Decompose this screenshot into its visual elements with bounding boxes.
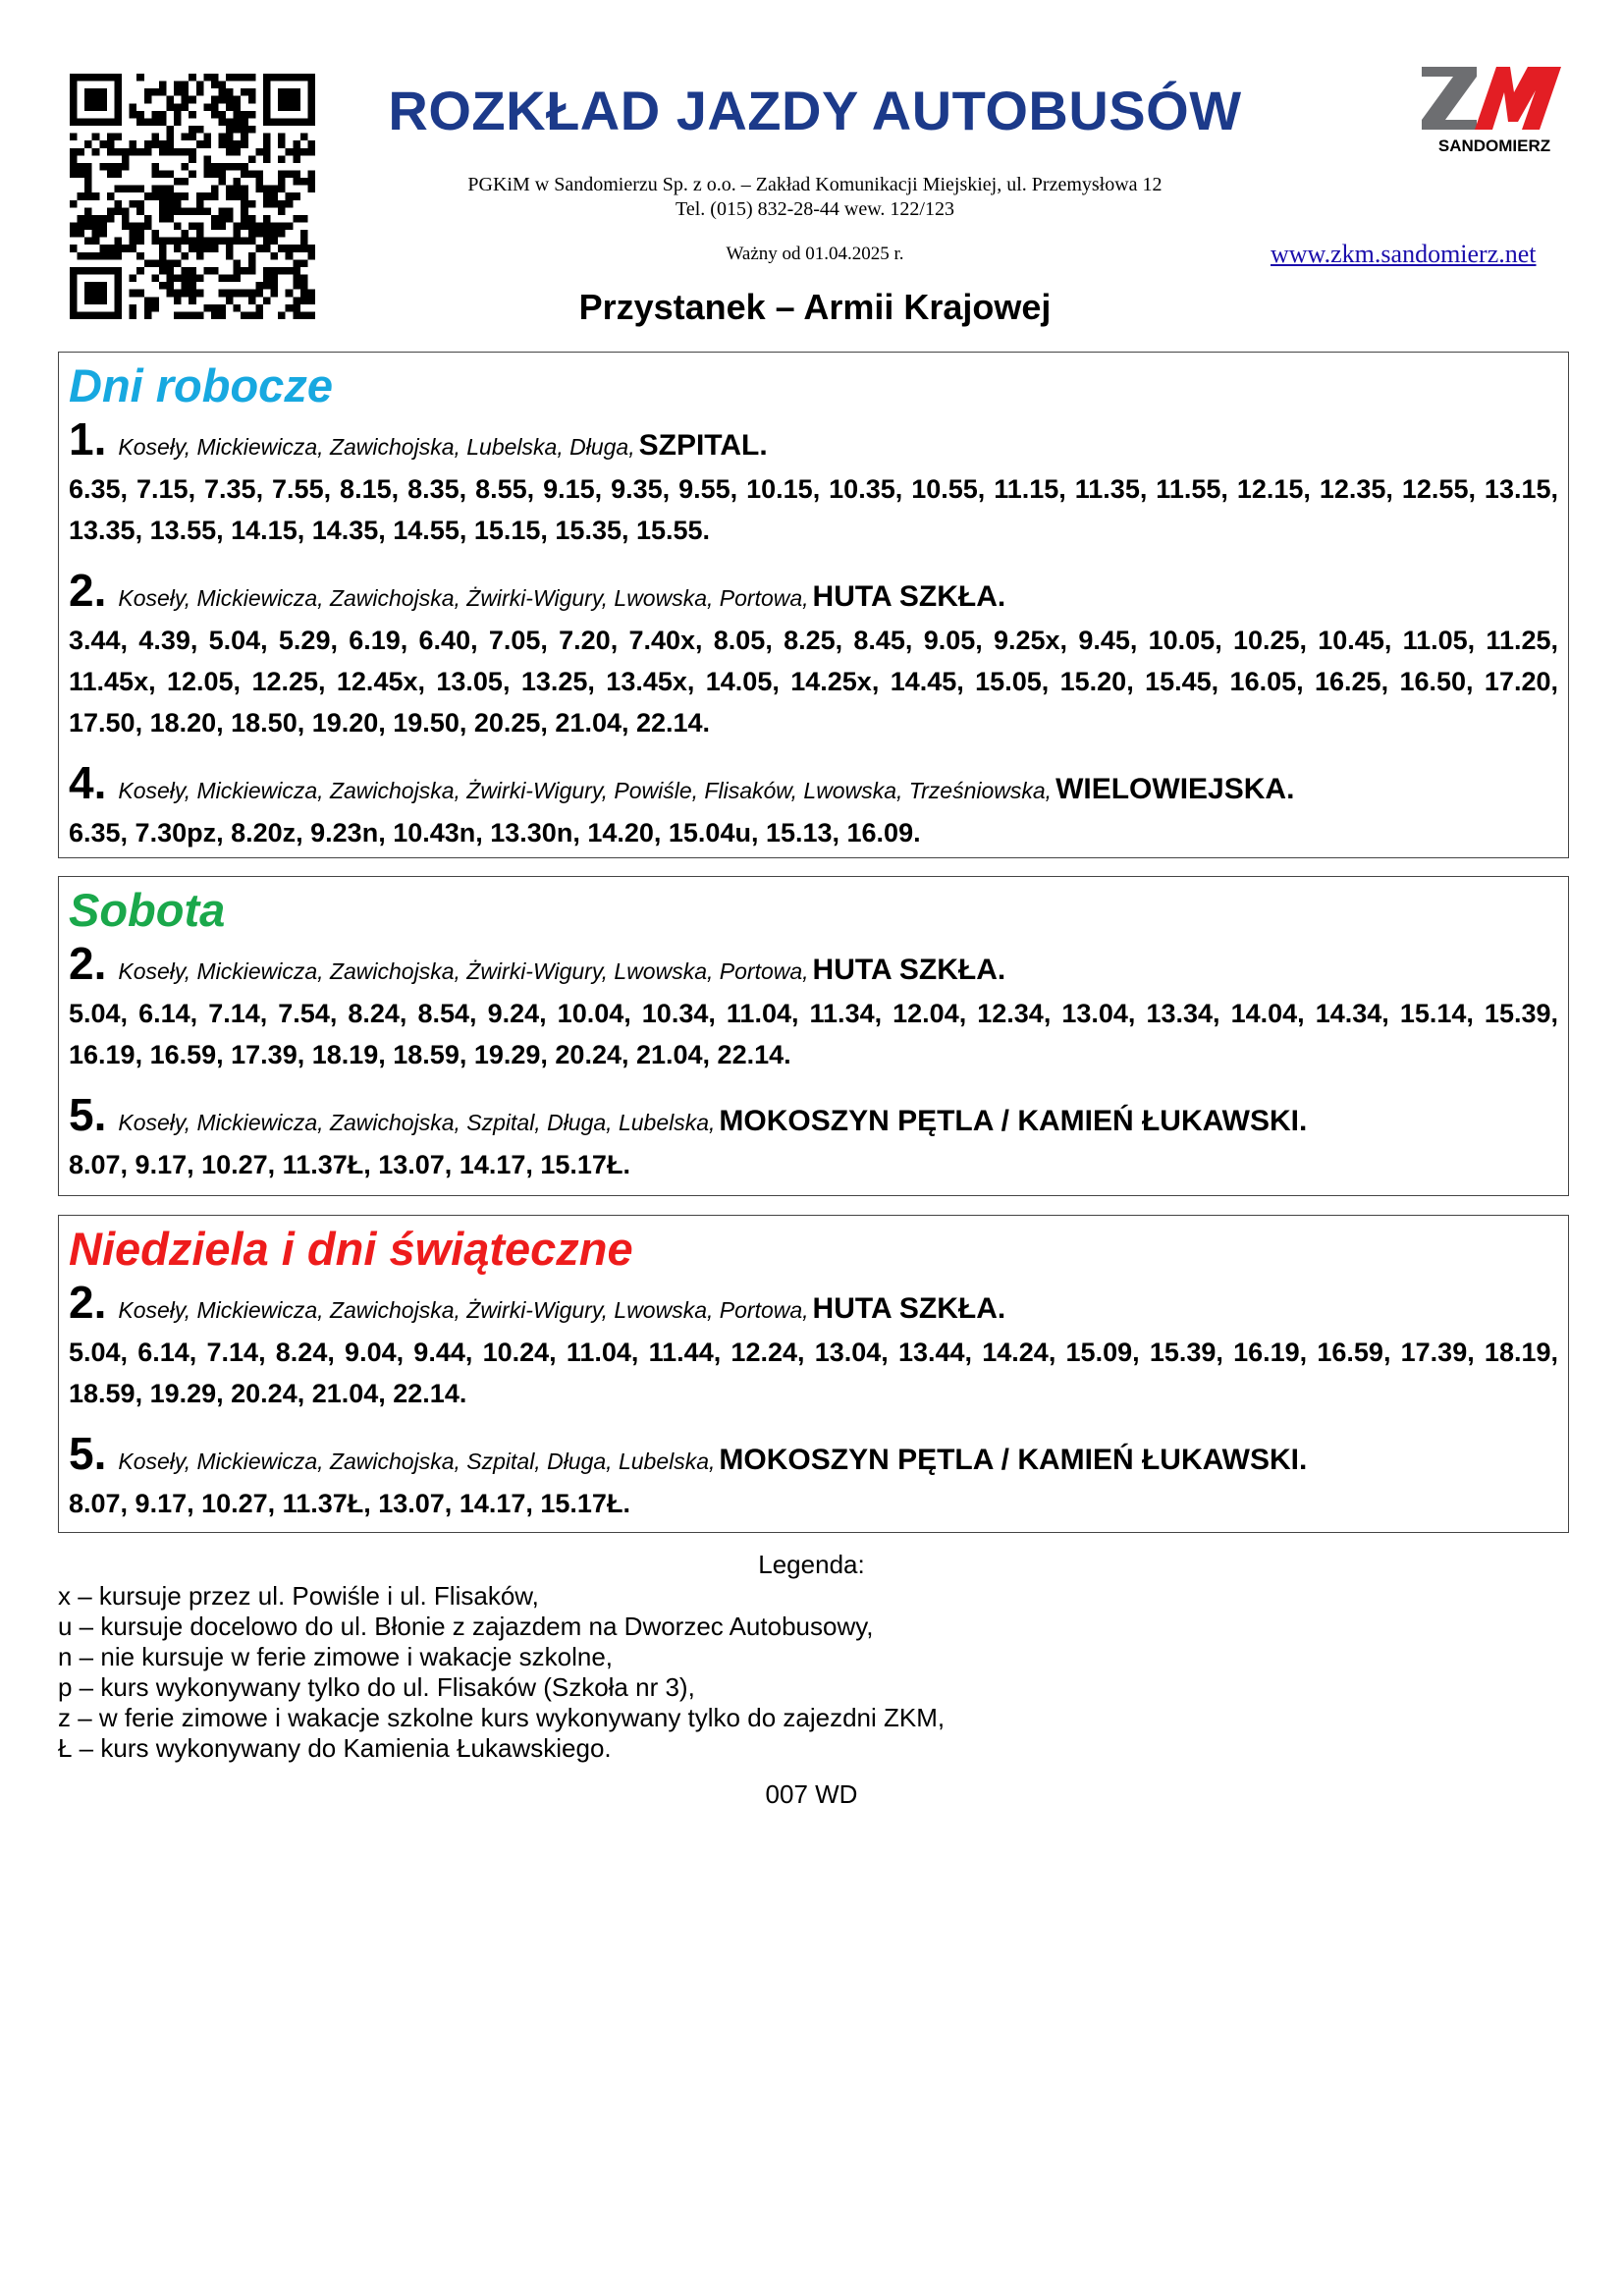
route-via: Koseły, Mickiewicza, Zawichojska, Żwirki-Wigury, Lwowska, Portowa,: [118, 585, 809, 611]
legend-item: z – w ferie zimowe i wakacje szkolne kurs wykonywany tylko do zajezdni ZKM,: [58, 1703, 946, 1732]
route-via: Koseły, Mickiewicza, Zawichojska, Szpital, Długa, Lubelska,: [118, 1110, 716, 1135]
section-title: Dni robocze: [69, 359, 333, 411]
route-5: [69, 1430, 1558, 1524]
departure-times: 6.35, 7.15, 7.35, 7.55, 8.15, 8.35, 8.55, 9.15, 9.35, 9.55, 10.15, 10.35, 10.55, 11.15, 11.35, 11.55, 12.15, 12.35, 12.55, 13.15, 13.35, 13.55, 14.15, 14.35, 14.55, 15.15, 15.35, 15.55.: [69, 474, 1558, 545]
route-number: 1.: [69, 413, 107, 465]
section-weekdays: [58, 352, 1569, 858]
departure-times: 8.07, 9.17, 10.27, 11.37Ł, 13.07, 14.17, 15.17Ł.: [69, 1150, 630, 1179]
route-number: 2.: [69, 938, 107, 989]
route-4: [69, 759, 1558, 853]
route-via: Koseły, Mickiewicza, Zawichojska, Żwirki-Wigury, Lwowska, Portowa,: [118, 958, 809, 984]
route-number: 5.: [69, 1089, 107, 1140]
route-number: 4.: [69, 757, 107, 808]
section-sunday-holidays: [58, 1215, 1569, 1533]
departure-times: 5.04, 6.14, 7.14, 7.54, 8.24, 8.54, 9.24, 10.04, 10.34, 11.04, 11.34, 12.04, 12.34, 13.04, 13.34, 14.04, 14.34, 15.14, 15.39, 16.19, 16.59, 17.39, 18.19, 18.59, 19.29, 20.24, 21.04, 22.14.: [69, 999, 1558, 1069]
valid-from: Ważny od 01.04.2025 r.: [726, 244, 904, 264]
route-via: Koseły, Mickiewicza, Zawichojska, Lubelska, Długa,: [118, 434, 635, 460]
organization-phone: Tel. (015) 832-28-44 wew. 122/123: [676, 198, 954, 220]
departure-times: 3.44, 4.39, 5.04, 5.29, 6.19, 6.40, 7.05, 7.20, 7.40x, 8.05, 8.25, 8.45, 9.05, 9.25x, 9.45, 10.05, 10.25, 10.45, 11.05, 11.25, 11.45x, 12.05, 12.25, 12.45x, 13.05, 13.25, 13.45x, 14.05, 14.25x, 14.45, 15.05, 15.20, 15.45, 16.05, 16.25, 16.50, 17.20, 17.50, 18.20, 18.50, 19.20, 19.50, 20.25, 21.04, 22.14.: [69, 626, 1558, 738]
route-5: [69, 1091, 1558, 1185]
section-saturday: [58, 876, 1569, 1196]
route-number: 2.: [69, 1277, 107, 1328]
departure-times: 6.35, 7.30pz, 8.20z, 9.23n, 10.43n, 13.30n, 14.20, 15.04u, 15.13, 16.09.: [69, 818, 921, 847]
legend-item: n – nie kursuje w ferie zimowe i wakacje szkolne,: [58, 1642, 614, 1671]
logo-text: SANDOMIERZ: [1437, 137, 1551, 155]
section-title: Niedziela i dni świąteczne: [69, 1223, 633, 1275]
timetable-code: 007 WD: [765, 1779, 858, 1809]
legend-item: Ł – kurs wykonywany do Kamienia Łukawskiego.: [58, 1733, 612, 1763]
section-title: Sobota: [69, 884, 226, 936]
route-number: 5.: [69, 1428, 107, 1479]
legend-title: Legenda:: [758, 1550, 865, 1579]
route-1: [69, 415, 1558, 551]
route-2: [69, 567, 1558, 743]
organization-address: PGKiM w Sandomierzu Sp. z o.o. – Zakład Komunikacji Miejskiej, ul. Przemysłowa 12: [467, 174, 1163, 195]
route-destination: WIELOWIEJSKA.: [1055, 773, 1295, 805]
route-number: 2.: [69, 565, 107, 616]
route-destination: HUTA SZKŁA.: [812, 1292, 1006, 1325]
route-destination: HUTA SZKŁA.: [812, 580, 1006, 613]
zkm-logo: [1416, 63, 1573, 161]
route-2: [69, 1279, 1558, 1414]
departure-times: 5.04, 6.14, 7.14, 8.24, 9.04, 9.44, 10.24, 11.04, 11.44, 12.24, 13.04, 13.44, 14.24, 15.09, 15.39, 16.19, 16.59, 17.39, 18.19, 18.59, 19.29, 20.24, 21.04, 22.14.: [69, 1338, 1558, 1408]
route-2: [69, 940, 1558, 1075]
route-destination: MOKOSZYN PĘTLA / KAMIEŃ ŁUKAWSKI.: [719, 1105, 1308, 1137]
stop-name: Przystanek – Armii Krajowej: [578, 287, 1052, 327]
route-destination: MOKOSZYN PĘTLA / KAMIEŃ ŁUKAWSKI.: [719, 1444, 1308, 1476]
page-title: ROZKŁAD JAZDY AUTOBUSÓW: [388, 80, 1242, 141]
website-link[interactable]: www.zkm.sandomierz.net: [1271, 240, 1537, 268]
route-via: Koseły, Mickiewicza, Zawichojska, Szpital, Długa, Lubelska,: [118, 1449, 716, 1474]
route-destination: HUTA SZKŁA.: [812, 954, 1006, 986]
departure-times: 8.07, 9.17, 10.27, 11.37Ł, 13.07, 14.17, 15.17Ł.: [69, 1489, 630, 1518]
legend-item: x – kursuje przez ul. Powiśle i ul. Flisaków,: [58, 1581, 539, 1611]
qr-code: [70, 74, 315, 319]
route-via: Koseły, Mickiewicza, Zawichojska, Żwirki-Wigury, Powiśle, Flisaków, Lwowska, Trześniowska,: [118, 778, 1053, 803]
legend-item: p – kurs wykonywany tylko do ul. Flisaków (Szkoła nr 3),: [58, 1672, 695, 1702]
route-via: Koseły, Mickiewicza, Zawichojska, Żwirki-Wigury, Lwowska, Portowa,: [118, 1297, 809, 1323]
route-destination: SZPITAL.: [638, 429, 768, 462]
legend-item: u – kursuje docelowo do ul. Błonie z zajazdem na Dworzec Autobusowy,: [58, 1612, 874, 1641]
legend-list: [58, 1581, 945, 1764]
